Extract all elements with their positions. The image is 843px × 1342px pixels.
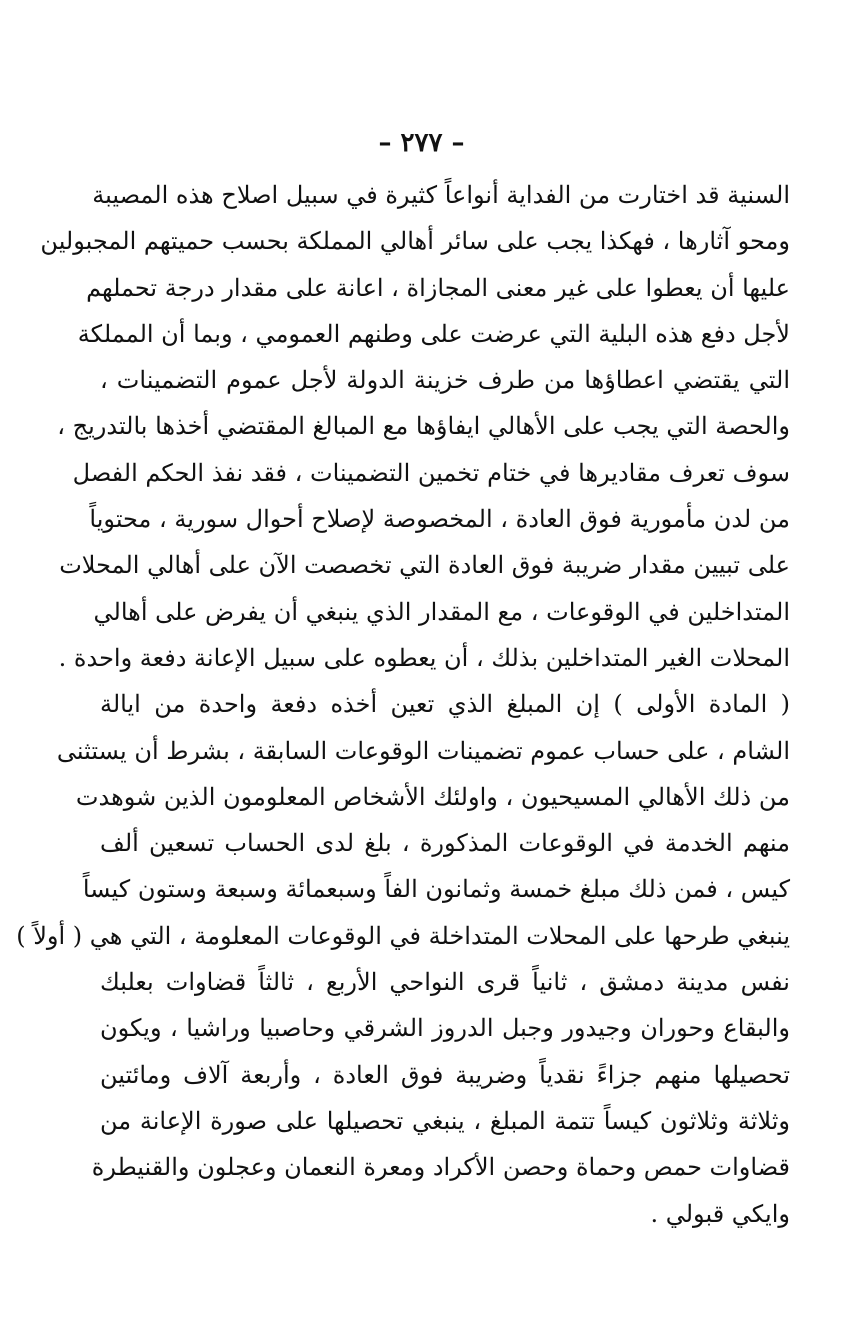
text-line: المحلات الغير المتداخلين بذلك ، أن يعطوه على سبيل الإعانة دفعة واحدة . xyxy=(58,643,790,672)
text-line: التي يقتضي اعطاؤها من طرف خزينة الدولة لأجل عموم التضمينات ، xyxy=(100,366,790,395)
text-line: نفس مدينة دمشق ، ثانياً قرى النواحي الأربع ، ثالثاً قضاوات بعلبك xyxy=(100,968,790,997)
text-line: لأجل دفع هذه البلية التي عرضت على وطنهم العمومي ، وبما أن المملكة xyxy=(77,319,790,348)
text-line: السنية قد اختارت من الفداية أنواعاً كثيرة في سبيل اصلاح هذه المصيبة xyxy=(92,181,790,209)
body-text xyxy=(16,172,790,1237)
page-number: – ٢٧٧ – xyxy=(378,128,465,158)
text-line: والبقاع وحوران وجيدور وجبل الدروز الشرقي وحاصبيا وراشيا ، ويكون xyxy=(100,1014,790,1043)
text-line: منهم الخدمة في الوقوعات المذكورة ، بلغ لدى الحساب تسعين ألف xyxy=(100,829,790,858)
text-line: وايكي قبولي . xyxy=(650,1199,790,1228)
text-line: وثلاثة وثلاثون كيساً تتمة المبلغ ، ينبغي تحصيلها على صورة الإعانة من xyxy=(100,1106,790,1135)
text-line: كيس ، فمن ذلك مبلغ خمسة وثمانون الفاً وسبعمائة وسبعة وستون كيساً xyxy=(82,875,790,904)
text-line: المتداخلين في الوقوعات ، مع المقدار الذي ينبغي أن يفرض على أهالي xyxy=(93,597,790,626)
text-line: ومحو آثارها ، فهكذا يجب على سائر أهالي المملكة بحسب حميتهم المجبولين xyxy=(40,227,790,256)
text-line: تحصيلها منهم جزاءً نقدياً وضريبة فوق العادة ، وأربعة آلاف ومائتين xyxy=(100,1060,790,1089)
text-line: على تبيين مقدار ضريبة فوق العادة التي تخصصت الآن على أهالي المحلات xyxy=(59,551,790,580)
text-line: الشام ، على حساب عموم تضمينات الوقوعات السابقة ، بشرط أن يستثنى xyxy=(56,736,790,765)
text-line: من ذلك الأهالي المسيحيون ، واولئك الأشخاص المعلومون الذين شوهدت xyxy=(75,782,790,811)
text-line: ( المادة الأولى ) إن المبلغ الذي تعين أخذه دفعة واحدة من ايالة xyxy=(100,690,790,719)
text-line: ينبغي طرحها على المحلات المتداخلة في الوقوعات المعلومة ، التي هي ( أولاً ) xyxy=(16,921,790,950)
text-line: قضاوات حمص وحماة وحصن الأكراد ومعرة النعمان وعجلون والقنيطرة xyxy=(91,1153,790,1182)
text-line: عليها أن يعطوا على غير معنى المجازاة ، اعانة على مقدار درجة تحملهم xyxy=(86,273,790,302)
text-line: من لدن مأمورية فوق العادة ، المخصوصة لإصلاح أحوال سورية ، محتوياً xyxy=(89,505,790,534)
text-line: والحصة التي يجب على الأهالي ايفاؤها مع المبالغ المقتضي أخذها بالتدريج ، xyxy=(57,412,790,441)
text-line: سوف تعرف مقاديرها في ختام تخمين التضمينات ، فقد نفذ الحكم الفصل xyxy=(72,458,790,487)
